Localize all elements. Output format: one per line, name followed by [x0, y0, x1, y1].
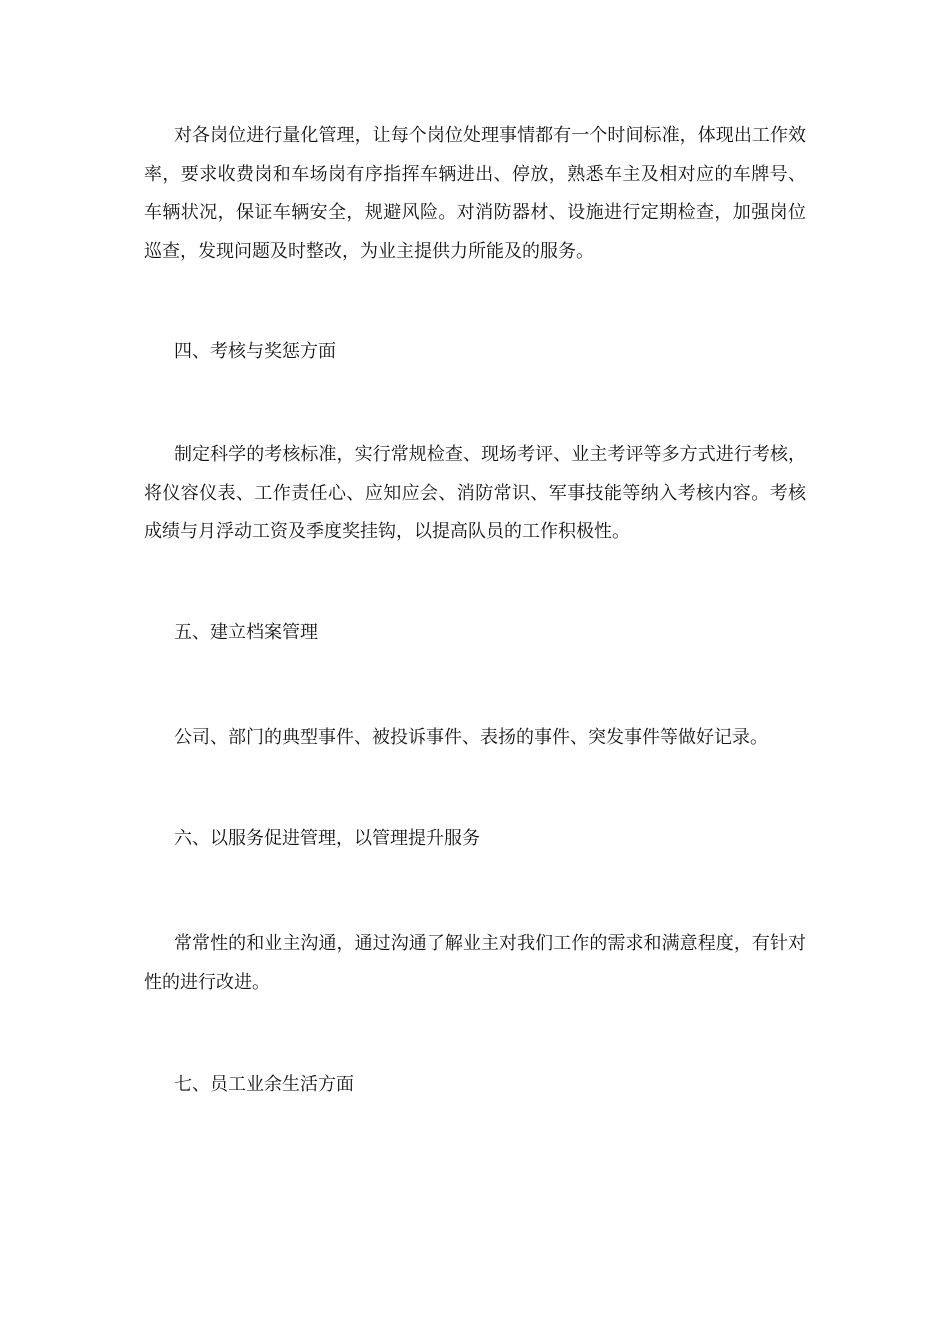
paragraph-assessment: 制定科学的考核标准，实行常规检查、现场考评、业主考评等多方式进行考核，将仪容仪表、工作责任心、应知应会、消防常识、军事技能等纳入考核内容。考核成绩与月浮动工资及季度奖挂钩，以提高队员的工作积极性。: [144, 444, 806, 542]
section-heading-archive: 五、建立档案管理: [174, 622, 318, 643]
section-heading-service: 六、以服务促进管理，以管理提升服务: [174, 828, 480, 849]
paragraph-service: 常常性的和业主沟通，通过沟通了解业主对我们工作的需求和满意程度，有针对性的进行改进。: [144, 933, 806, 993]
paragraph-archive: 公司、部门的典型事件、被投诉事件、表扬的事件、突发事件等做好记录。: [174, 727, 768, 748]
section-heading-employee-life: 七、员工业余生活方面: [174, 1074, 354, 1095]
section-heading-assessment: 四、考核与奖惩方面: [174, 341, 336, 362]
paragraph-quantified-management: 对各岗位进行量化管理，让每个岗位处理事情都有一个时间标准，体现出工作效率，要求收费岗和车场岗有序指挥车辆进出、停放，熟悉车主及相对应的车牌号、车辆状况，保证车辆安全，规避风险。对消防器材、设施进行定期检查，加强岗位巡查，发现问题及时整改，为业主提供力所能及的服务。: [144, 125, 806, 262]
